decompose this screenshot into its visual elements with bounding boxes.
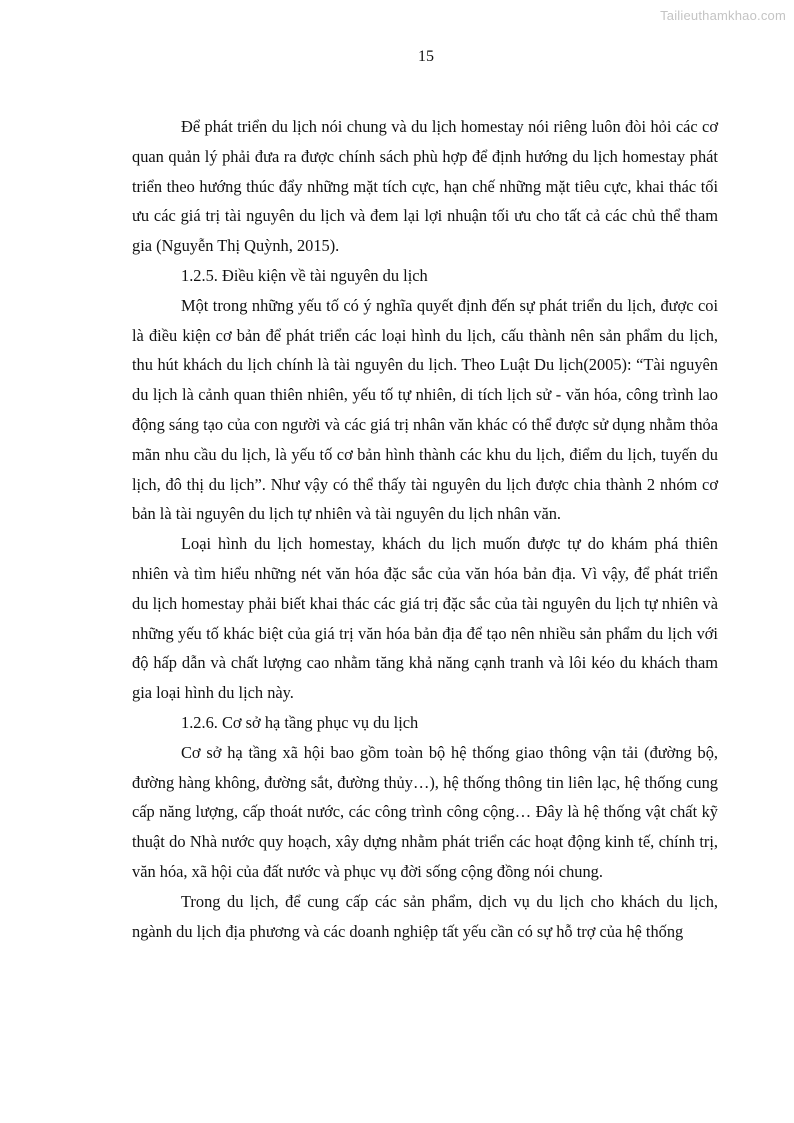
paragraph: Để phát triển du lịch nói chung và du lịch homestay nói riêng luôn đòi hỏi các cơ quan quản lý phải đưa ra được chính sách phù hợp để định hướng du lịch homestay phát triển theo hướng thúc đẩy những mặt tích cực, hạn chế những mặt tiêu cực, khai thác tối ưu các giá trị tài nguyên du lịch và đem lại lợi nhuận tối ưu cho tất cả các chủ thể tham gia (Nguyễn Thị Quỳnh, 2015). bbox=[132, 117, 718, 256]
paragraph: Loại hình du lịch homestay, khách du lịch muốn được tự do khám phá thiên nhiên và tìm hiểu những nét văn hóa đặc sắc của văn hóa bản địa. Vì vậy, để phát triển du lịch homestay phải biết khai thác các giá trị đặc sắc của tài nguyên du lịch tự nhiên và những yếu tố khác biệt của giá trị văn hóa bản địa để tạo nên nhiều sản phẩm du lịch với độ hấp dẫn và chất lượng cao nhằm tăng khả năng cạnh tranh và lôi kéo du khách tham gia loại hình du lịch này. bbox=[132, 534, 718, 703]
document-body bbox=[132, 112, 718, 946]
paragraph: Trong du lịch, để cung cấp các sản phẩm, dịch vụ du lịch cho khách du lịch, ngành du lịch địa phương và các doanh nghiệp tất yếu cần có sự hỗ trợ của hệ thống bbox=[132, 891, 718, 941]
paragraph: Cơ sở hạ tầng xã hội bao gồm toàn bộ hệ thống giao thông vận tải (đường bộ, đường hàng không, đường sắt, đường thủy…), hệ thống thông tin liên lạc, hệ thống cung cấp năng lượng, cấp thoát nước, các công trình công cộng… Đây là hệ thống vật chất kỹ thuật do Nhà nước quy hoạch, xây dựng nhằm phát triển các hoạt động kinh tế, chính trị, văn hóa, xã hội của đất nước và phục vụ đời sống cộng đồng nói chung. bbox=[132, 742, 718, 881]
paragraph: Một trong những yếu tố có ý nghĩa quyết định đến sự phát triển du lịch, được coi là điều kiện cơ bản để phát triển các loại hình du lịch, cấu thành nên sản phẩm du lịch, thu hút khách du lịch chính là tài nguyên du lịch. Theo Luật Du lịch(2005): “Tài nguyên du lịch là cảnh quan thiên nhiên, yếu tố tự nhiên, di tích lịch sử - văn hóa, công trình lao động sáng tạo của con người và các giá trị nhân văn khác có thể được sử dụng nhằm thỏa mãn nhu cầu du lịch, là yếu tố cơ bản hình thành các khu du lịch, điểm du lịch, tuyến du lịch, đô thị du lịch”. Như vậy có thể thấy tài nguyên du lịch được chia thành 2 nhóm cơ bản là tài nguyên du lịch tự nhiên và tài nguyên du lịch nhân văn. bbox=[132, 295, 718, 524]
section-heading: 1.2.6. Cơ sở hạ tầng phục vụ du lịch bbox=[181, 712, 419, 732]
watermark-text: Tailieuthamkhao.com bbox=[660, 8, 786, 23]
section-heading: 1.2.5. Điều kiện về tài nguyên du lịch bbox=[181, 265, 428, 285]
page-number: 15 bbox=[418, 48, 434, 65]
